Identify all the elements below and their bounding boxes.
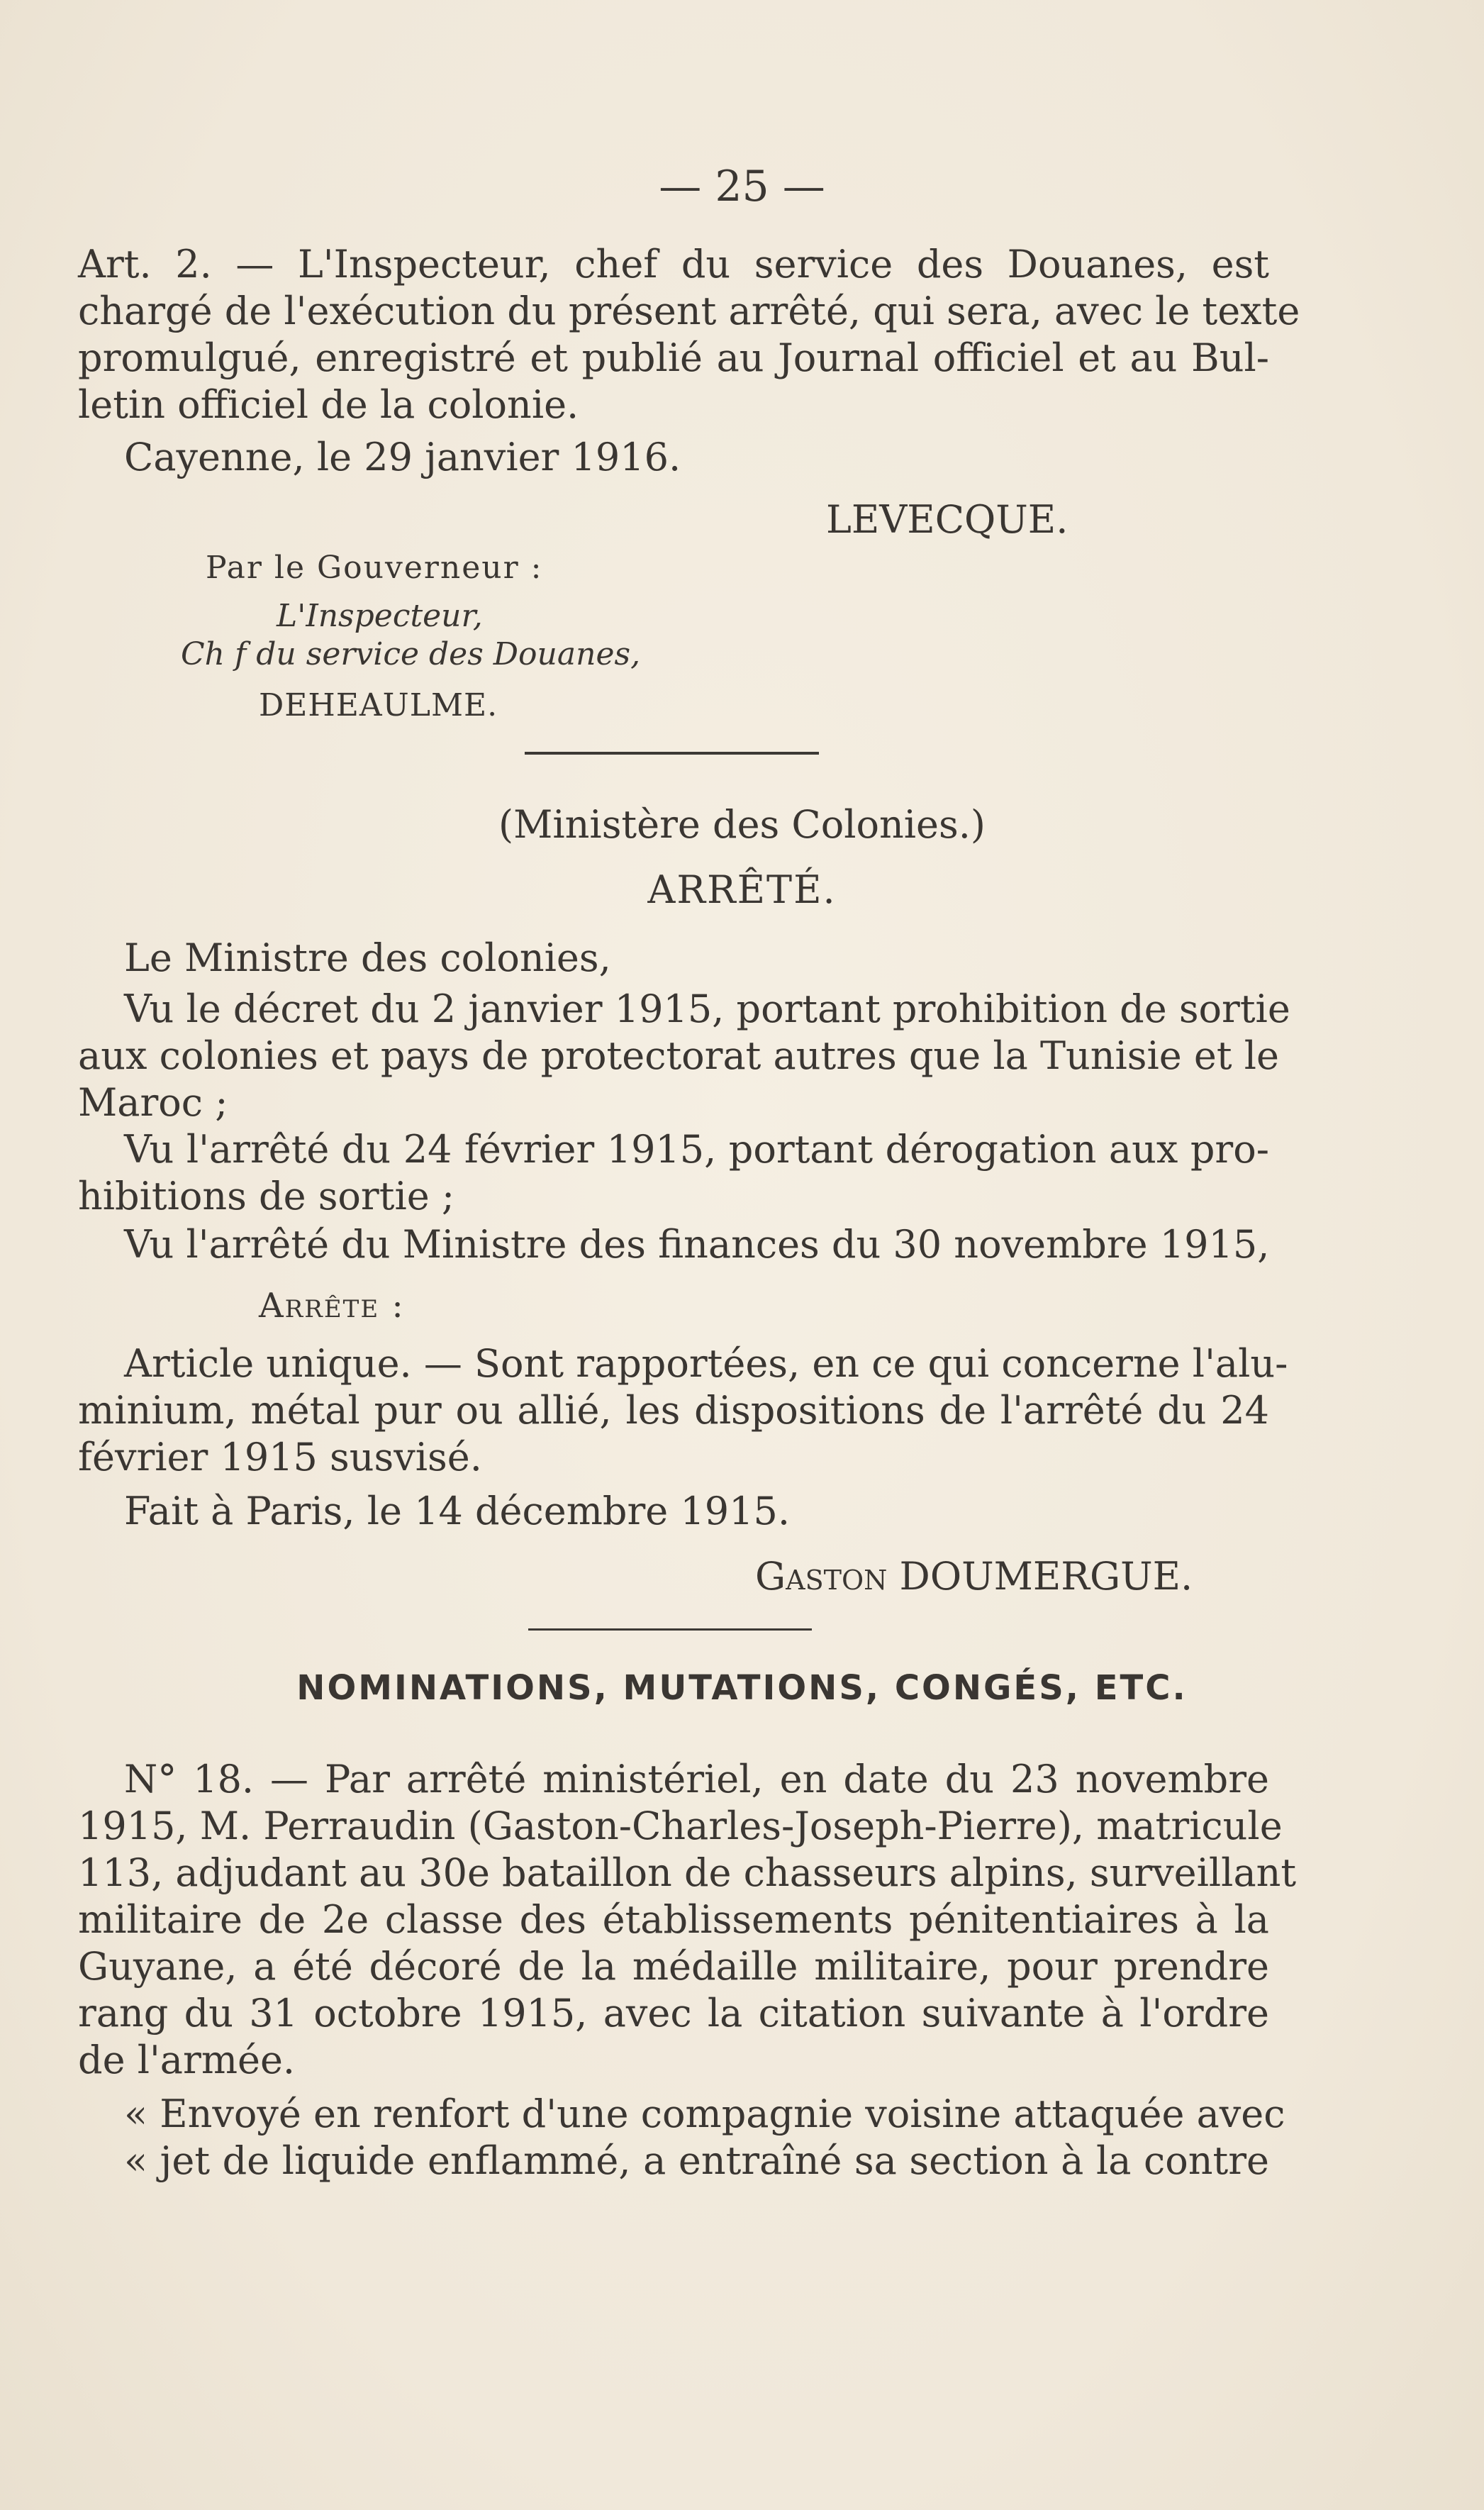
section-divider xyxy=(525,752,819,755)
nomination-line-3: 113, adjudant au 30e bataillon de chasseurs alpins, surveillant xyxy=(78,1850,1297,1895)
preamble-line-7: Vu l'arrêté du Ministre des finances du 30 novembre 1915, xyxy=(124,1222,1270,1267)
preamble-line-2: Vu le décret du 2 janvier 1915, portant prohibition de sortie xyxy=(124,987,1290,1031)
nominations-heading: NOMINATIONS, MUTATIONS, CONGÉS, ETC. xyxy=(296,1668,1188,1708)
arrete2-date: Fait à Paris, le 14 décembre 1915. xyxy=(124,1489,791,1533)
arrete1-line-2: chargé de l'exécution du présent arrêté, qui sera, avec le texte xyxy=(78,289,1300,333)
page-number: — 25 — xyxy=(659,162,825,211)
nomination-line-5: Guyane, a été décoré de la médaille militaire, pour prendre xyxy=(78,1944,1269,1989)
section-divider-2 xyxy=(528,1628,812,1631)
arrete2-signature: Gaston DOUMERGUE. xyxy=(755,1554,1193,1599)
article-line-1: Article unique. — Sont rapportées, en ce qui concerne l'alu- xyxy=(124,1341,1288,1386)
quote-line-1: « Envoyé en renfort d'une compagnie voisine attaquée avec xyxy=(124,2092,1285,2136)
nomination-line-1: N° 18. — Par arrêté ministériel, en date du 23 novembre xyxy=(124,1757,1269,1801)
quote-line-2: « jet de liquide enflammé, a entraîné sa section à la contre xyxy=(124,2138,1269,2183)
arrete1-signature: LEVECQUE. xyxy=(826,497,1069,542)
nomination-line-2: 1915, M. Perraudin (Gaston-Charles-Joseph-Pierre), matricule xyxy=(78,1804,1283,1848)
arrete1-line-1: Art. 2. — L'Inspecteur, chef du service des Douanes, est xyxy=(78,242,1269,287)
nomination-line-4: militaire de 2e classe des établissements pénitentiaires à la xyxy=(78,1897,1269,1942)
preamble-line-6: hibitions de sortie ; xyxy=(78,1174,455,1218)
arrete1-line-4: letin officiel de la colonie. xyxy=(78,382,579,427)
inspecteur-title: L'Inspecteur, xyxy=(277,598,483,634)
arrete-label: Arrête : xyxy=(259,1286,405,1326)
preamble-line-4: Maroc ; xyxy=(78,1080,228,1125)
ministry-name: (Ministère des Colonies.) xyxy=(498,802,986,847)
preamble-line-3: aux colonies et pays de protectorat autres que la Tunisie et le xyxy=(78,1033,1279,1078)
par-le-gouverneur: Par le Gouverneur : xyxy=(206,550,543,586)
preamble-line-5: Vu l'arrêté du 24 février 1915, portant dérogation aux pro- xyxy=(124,1127,1269,1172)
nomination-line-6: rang du 31 octobre 1915, avec la citation suivante à l'ordre xyxy=(78,1991,1269,2036)
signatory-name: DEHEAULME. xyxy=(259,687,498,723)
preamble-line-1: Le Ministre des colonies, xyxy=(124,935,611,980)
arrete1-date: Cayenne, le 29 janvier 1916. xyxy=(124,435,681,479)
arrete1-line-3: promulgué, enregistré et publié au Journal officiel et au Bul- xyxy=(78,335,1269,380)
article-line-3: février 1915 susvisé. xyxy=(78,1435,482,1479)
chef-service-title: Ch f du service des Douanes, xyxy=(181,636,641,672)
nomination-line-7: de l'armée. xyxy=(78,2038,296,2082)
article-line-2: minium, métal pur ou allié, les dispositions de l'arrêté du 24 xyxy=(78,1388,1269,1433)
arrete2-title: ARRÊTÉ. xyxy=(647,867,837,912)
